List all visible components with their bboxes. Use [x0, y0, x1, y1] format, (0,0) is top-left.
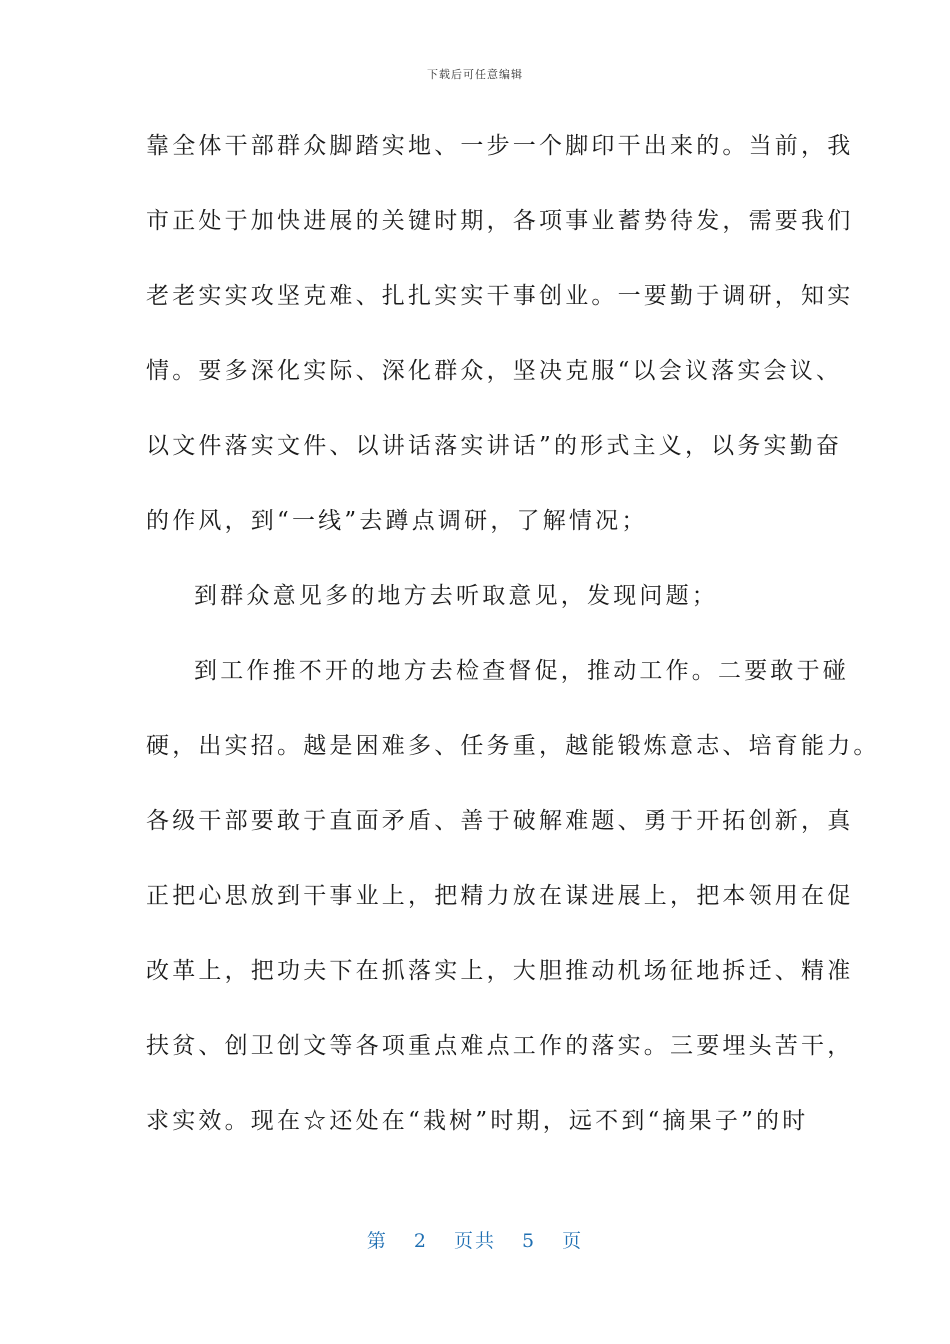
page-mid-label: 页共	[453, 1230, 496, 1252]
text-line: 各级干部要敢于直面矛盾、善于破解难题、勇于开拓创新，真	[146, 808, 854, 834]
text-line: 的作风，到“一线”去蹲点调研，了解情况；	[146, 508, 648, 534]
text-line: 扶贫、创卫创文等各项重点难点工作的落实。三要埋头苦干，	[146, 1033, 854, 1059]
document-body	[146, 128, 880, 1178]
text-line: 到群众意见多的地方去听取意见，发现问题；	[194, 583, 718, 609]
text-line: 市正处于加快进展的关键时期，各项事业蓄势待发，需要我们	[146, 208, 854, 234]
text-line: 情。要多深化实际、深化群众，坚决克服“以会议落实会议、	[146, 358, 843, 384]
page-footer	[0, 1226, 950, 1253]
text-line: 正把心思放到干事业上，把精力放在谋进展上，把本领用在促	[146, 883, 854, 909]
total-pages-number: 5	[522, 1230, 537, 1252]
text-line: 改革上，把功夫下在抓落实上，大胆推动机场征地拆迁、精准	[146, 958, 854, 984]
text-line: 靠全体干部群众脚踏实地、一步一个脚印干出来的。当前，我	[146, 133, 854, 159]
page-header	[0, 66, 950, 82]
text-line: 求实效。现在☆还处在“栽树”时期，远不到“摘果子”的时	[146, 1108, 809, 1134]
current-page-number: 2	[413, 1230, 428, 1252]
text-line: 老老实实攻坚克难、扎扎实实干事创业。一要勤于调研，知实	[146, 283, 854, 309]
header-note: 下载后可任意编辑	[427, 68, 523, 81]
text-line: 到工作推不开的地方去检查督促，推动工作。二要敢于碰	[194, 658, 849, 684]
page-prefix: 第	[366, 1230, 388, 1252]
page-suffix: 页	[562, 1230, 584, 1252]
text-line: 硬，出实招。越是困难多、任务重，越能锻炼意志、培育能力。	[146, 733, 880, 759]
text-line: 以文件落实文件、以讲话落实讲话”的形式主义，以务实勤奋	[146, 433, 843, 459]
